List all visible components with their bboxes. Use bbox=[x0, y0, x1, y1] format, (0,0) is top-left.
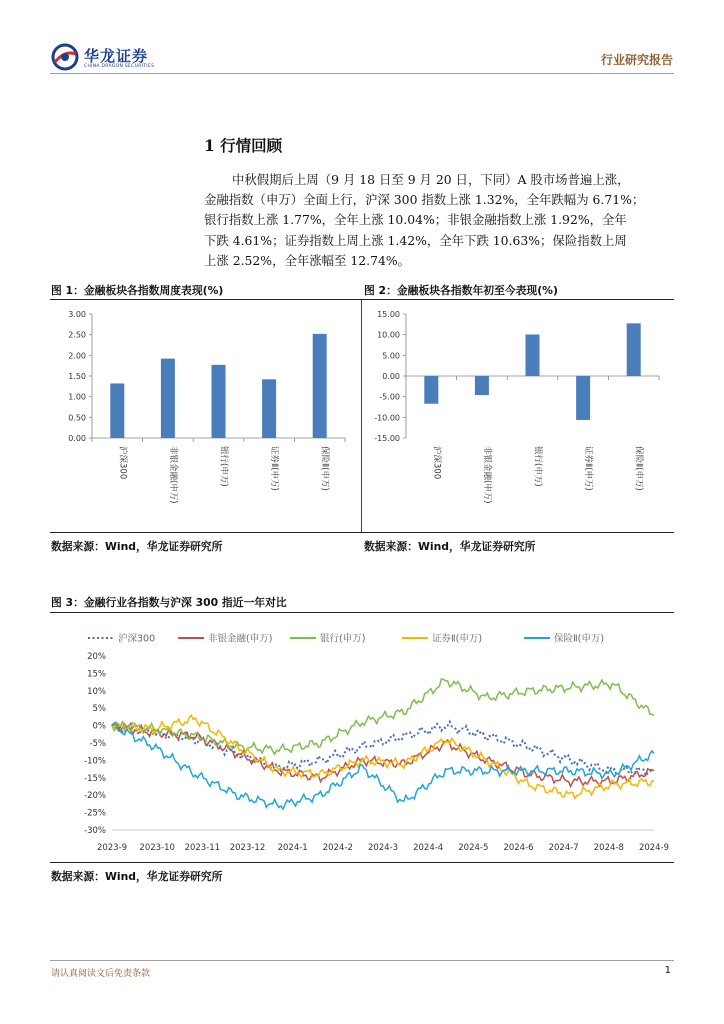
x-tick-label: 保险Ⅱ(申万) bbox=[633, 446, 644, 491]
legend-label: 银行(申万) bbox=[320, 633, 366, 645]
y-tick-label: 0.00 bbox=[382, 372, 400, 381]
y-tick-label: -5% bbox=[89, 739, 106, 749]
x-tick-label: 证券Ⅱ(申万) bbox=[269, 446, 280, 491]
figure1-source: 数据来源：Wind，华龙证券研究所 bbox=[51, 540, 223, 553]
x-tick-label: 2023-9 bbox=[96, 843, 128, 853]
logo-icon bbox=[50, 42, 80, 72]
x-tick-label: 沪深300 bbox=[117, 446, 128, 480]
figure2-title: 图 2：金融板块各指数年初至今表现(%) bbox=[364, 284, 558, 297]
x-tick-label: 非银金融(申万) bbox=[167, 446, 178, 504]
x-tick-label: 2024-4 bbox=[413, 843, 444, 853]
y-tick-label: 1.00 bbox=[68, 392, 86, 402]
figure3-bottom-rule bbox=[50, 862, 674, 863]
figure-row-bottom-rule bbox=[50, 532, 674, 533]
footer-divider bbox=[50, 960, 674, 961]
y-tick-label: -10.00 bbox=[374, 413, 400, 423]
legend-label: 非银金融(申万) bbox=[208, 633, 273, 645]
bar bbox=[576, 376, 590, 420]
x-tick-label: 2024-8 bbox=[593, 843, 624, 853]
section-paragraph bbox=[204, 170, 674, 271]
y-tick-label: -20% bbox=[84, 791, 106, 802]
bar bbox=[475, 376, 489, 395]
figure-row-top-rule bbox=[50, 299, 674, 300]
series-line bbox=[112, 679, 654, 754]
paragraph-line: 下跌 4.61%；证券指数上周上涨 1.42%，全年下跌 10.63%；保险指数上周 bbox=[204, 232, 627, 248]
figure3-title: 图 3：金融行业各指数与沪深 300 指近一年对比 bbox=[51, 596, 287, 609]
y-tick-label: 5.00 bbox=[382, 351, 400, 361]
x-tick-label: 2023-11 bbox=[184, 843, 221, 853]
paragraph-line: 银行指数上涨 1.77%，全年上涨 10.04%；非银金融指数上涨 1.92%，全年 bbox=[204, 212, 627, 228]
y-tick-label: -25% bbox=[84, 808, 106, 819]
x-tick-label: 保险Ⅱ(申万) bbox=[319, 446, 330, 491]
report-type: 行业研究报告 bbox=[600, 53, 673, 67]
legend-label: 沪深300 bbox=[118, 633, 156, 645]
header bbox=[0, 0, 724, 80]
y-tick-label: 15.00 bbox=[377, 310, 400, 319]
figure-divider bbox=[361, 300, 362, 532]
x-tick-label: 2024-9 bbox=[638, 843, 670, 853]
y-tick-label: 2.50 bbox=[68, 330, 86, 340]
y-tick-label: 3.00 bbox=[68, 310, 86, 319]
x-tick-label: 银行(申万) bbox=[532, 446, 543, 487]
legend-label: 保险Ⅱ(申万) bbox=[554, 633, 605, 645]
bar bbox=[424, 376, 438, 404]
bar bbox=[526, 335, 540, 376]
figure3-source: 数据来源：Wind，华龙证券研究所 bbox=[51, 870, 223, 883]
paragraph-line: 金融指数（申万）全面上行，沪深 300 指数上涨 1.32%，全年跌幅为 6.71%； bbox=[204, 192, 645, 208]
y-tick-label: 15% bbox=[87, 669, 106, 680]
y-tick-label: 2.00 bbox=[68, 351, 86, 361]
bar bbox=[627, 323, 641, 376]
y-tick-label: -15.00 bbox=[374, 434, 400, 443]
figure1-title: 图 1：金融板块各指数周度表现(%) bbox=[51, 284, 224, 297]
x-tick-label: 2024-2 bbox=[322, 843, 353, 853]
y-tick-label: 20% bbox=[87, 652, 106, 662]
figure3-chart bbox=[50, 618, 674, 858]
y-tick-label: -30% bbox=[84, 826, 106, 836]
y-tick-label: 1.50 bbox=[68, 372, 86, 381]
legend-label: 证券Ⅱ(申万) bbox=[432, 633, 483, 645]
paragraph-line: 上涨 2.52%，全年涨幅至 12.74%。 bbox=[204, 252, 411, 268]
page-number: 1 bbox=[664, 965, 671, 976]
bar bbox=[110, 383, 124, 438]
bar bbox=[161, 359, 175, 438]
bar bbox=[212, 365, 226, 438]
logo-text: 华龙证券 bbox=[84, 47, 149, 65]
x-tick-label: 2023-12 bbox=[229, 843, 266, 853]
figure2-source: 数据来源：Wind，华龙证券研究所 bbox=[364, 540, 536, 553]
y-tick-label: -5.00 bbox=[379, 392, 400, 402]
y-tick-label: 0.00 bbox=[68, 434, 86, 443]
section-title: 1 行情回顾 bbox=[204, 136, 283, 155]
x-tick-label: 2024-6 bbox=[503, 843, 534, 853]
y-tick-label: -15% bbox=[84, 773, 106, 784]
header-divider bbox=[50, 73, 674, 74]
figure3-top-rule bbox=[50, 612, 674, 613]
series-line bbox=[112, 722, 654, 776]
x-tick-label: 沪深300 bbox=[431, 446, 442, 480]
x-tick-label: 2024-1 bbox=[277, 843, 308, 853]
y-tick-label: 0% bbox=[92, 721, 106, 732]
x-tick-label: 非银金融(申万) bbox=[481, 446, 492, 504]
bar bbox=[313, 334, 327, 438]
x-tick-label: 2024-3 bbox=[367, 843, 399, 853]
x-tick-label: 2024-7 bbox=[548, 843, 579, 853]
bar bbox=[262, 379, 276, 438]
y-tick-label: -10% bbox=[84, 756, 106, 767]
x-tick-label: 2023-10 bbox=[139, 843, 175, 853]
y-tick-label: 5% bbox=[92, 704, 106, 715]
x-tick-label: 银行(申万) bbox=[218, 446, 229, 487]
figure2-chart bbox=[364, 302, 674, 530]
x-tick-label: 证券Ⅱ(申万) bbox=[583, 446, 594, 491]
y-tick-label: 10% bbox=[87, 686, 106, 697]
y-tick-label: 10.00 bbox=[377, 330, 400, 340]
x-tick-label: 2024-5 bbox=[458, 843, 489, 853]
paragraph-line: 中秋假期后上周（9 月 18 日至 9 月 20 日，下同）A 股市场普遍上涨， bbox=[232, 172, 630, 187]
y-tick-label: 0.50 bbox=[68, 413, 86, 423]
footer-disclaimer: 请认真阅读文后免责条款 bbox=[51, 969, 151, 979]
figure1-chart bbox=[50, 302, 360, 530]
logo-subtitle: CHINA DRAGON SECURITIES bbox=[84, 64, 155, 69]
